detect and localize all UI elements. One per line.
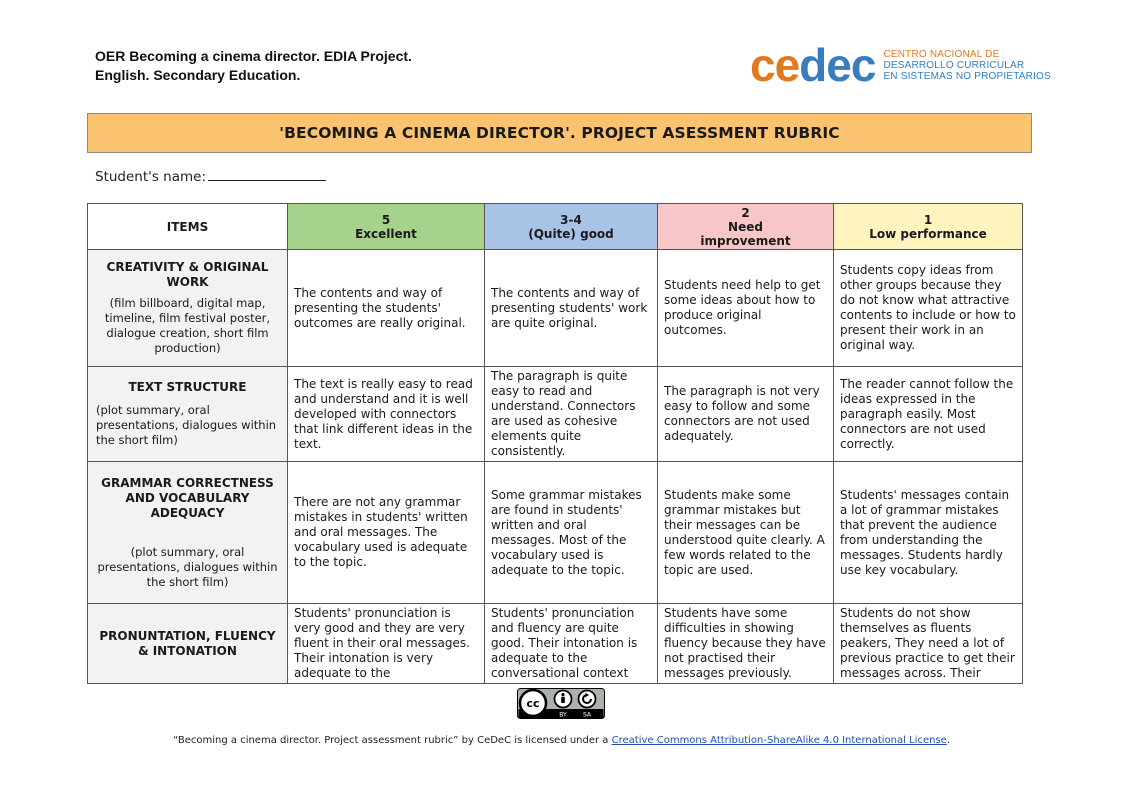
row-item-grammar <box>88 462 288 604</box>
header-row <box>88 204 1023 250</box>
cell-low-performance: Students' messages contain a lot of grammar mistakes that prevent the audience from understanding the messages. Students hardly use key vocabulary. <box>834 462 1023 604</box>
logo-word-part1: ce <box>750 39 800 91</box>
item-title: PRONUNTATION, FLUENCY & INTONATION <box>99 628 276 658</box>
cell-good: Some grammar mistakes are found in students' written and oral messages. Most of the vocabulary used is adequate to the topic. <box>485 462 658 604</box>
cc-by-sa-badge[interactable] <box>517 688 605 719</box>
col-score-5: 5 <box>381 212 391 227</box>
logo-sub-line-1: CENTRO NACIONAL DE <box>883 48 1000 60</box>
logo-word-part2: dec <box>799 39 876 91</box>
item-title: GRAMMAR CORRECTNESS AND VOCABULARY ADEQUACY <box>101 475 274 520</box>
row-item-text-structure <box>88 367 288 462</box>
document-header <box>95 47 412 85</box>
cell-excellent: There are not any grammar mistakes in students' written and oral messages. The vocabulary used is adequate to the topic. <box>288 462 485 604</box>
logo-sub-line-2: DESARROLLO CURRICULAR <box>883 59 1025 71</box>
col-label-good: (Quite) good <box>528 226 614 241</box>
rubric-title: 'BECOMING A CINEMA DIRECTOR'. PROJECT ASESSMENT RUBRIC <box>87 113 1032 153</box>
license-end: . <box>946 735 950 746</box>
badge-sa-label: SA <box>582 711 592 719</box>
col-header-low-performance <box>834 204 1023 250</box>
cell-good: The contents and way of presenting students' work are quite original. <box>485 250 658 367</box>
row-item-pronunciation <box>88 604 288 684</box>
badge-by-label: BY <box>559 711 567 719</box>
student-name-field <box>95 169 326 185</box>
col-score-2: 2 <box>741 205 750 220</box>
table-row <box>88 462 1023 604</box>
license-link[interactable]: Creative Commons Attribution-ShareAlike 4.0 International License <box>611 735 947 746</box>
cc-icon <box>520 690 546 716</box>
item-subtitle: (film billboard, digital map, timeline, film festival poster, dialogue creation, short film production) <box>104 296 271 355</box>
col-label-improvement: improvement <box>700 233 791 248</box>
col-label-low-performance: Low performance <box>869 226 987 241</box>
item-subtitle: (plot summary, oral presentations, dialogues within the short film) <box>97 544 278 589</box>
svg-text:cc: cc <box>526 697 540 710</box>
item-title: CREATIVITY & ORIGINAL WORK <box>106 260 269 289</box>
student-name-blank-line[interactable] <box>208 169 326 181</box>
header-line-1: OER Becoming a cinema director. EDIA Project. <box>95 48 412 64</box>
cell-low-performance: Students copy ideas from other groups because they do not know what attractive contents to include or how to present their work in an original way. <box>834 250 1023 367</box>
logo-subtitle <box>883 49 1050 82</box>
cell-excellent: The text is really easy to read and understand and it is well developed with connectors that link different ideas in the text. <box>288 367 485 462</box>
col-score-3-4: 3-4 <box>560 212 582 227</box>
item-title: TEXT STRUCTURE <box>128 380 247 394</box>
table-row <box>88 250 1023 367</box>
col-header-excellent <box>288 204 485 250</box>
header-line-2: English. Secondary Education. <box>95 67 301 83</box>
cell-good: Students' pronunciation and fluency are quite good. Their intonation is adequate to the conversational context <box>485 604 658 684</box>
table-row <box>88 604 1023 684</box>
license-text: “Becoming a cinema director. Project assessment rubric” by CeDeC is licensed under a <box>173 735 612 746</box>
row-item-creativity <box>88 250 288 367</box>
logo-wordmark <box>750 39 876 91</box>
cell-excellent: The contents and way of presenting the students' outcomes are really original. <box>288 250 485 367</box>
col-header-good <box>485 204 658 250</box>
cell-need-improvement: Students have some difficulties in showing fluency because they have not practised their messages previously. <box>658 604 834 684</box>
cell-excellent: Students' pronunciation is very good and they are very fluent in their oral messages. Their intonation is very adequate to the <box>288 604 485 684</box>
sharealike-icon <box>579 691 596 708</box>
cedec-logo <box>750 40 1051 90</box>
col-label-excellent: Excellent <box>355 226 417 241</box>
cell-good: The paragraph is quite easy to read and understand. Connectors are used as cohesive elements quite consistently. <box>485 367 658 462</box>
student-name-label: Student's name: <box>95 169 207 185</box>
rubric-table <box>87 203 1023 684</box>
col-header-need-improvement <box>658 204 834 250</box>
item-subtitle: (plot summary, oral presentations, dialogues within the short film) <box>96 403 277 447</box>
col-label-need: Need <box>728 219 763 234</box>
col-score-1: 1 <box>923 212 933 227</box>
col-header-items: ITEMS <box>88 204 288 250</box>
license-footer <box>0 735 1123 746</box>
cell-low-performance: Students do not show themselves as fluents peakers, They need a lot of previous practice to get their messages across. Their <box>834 604 1023 684</box>
cell-need-improvement: Students need help to get some ideas about how to produce original outcomes. <box>658 250 834 367</box>
cell-low-performance: The reader cannot follow the ideas expressed in the paragraph easily. Most connectors are not used correctly. <box>834 367 1023 462</box>
cell-need-improvement: The paragraph is not very easy to follow and some connectors are not used adequately. <box>658 367 834 462</box>
cell-need-improvement: Students make some grammar mistakes but their messages can be understood quite clearly. A few words related to the topic are used. <box>658 462 834 604</box>
table-row <box>88 367 1023 462</box>
logo-sub-line-3: EN SISTEMAS NO PROPIETARIOS <box>883 70 1051 82</box>
attribution-icon <box>555 691 572 708</box>
